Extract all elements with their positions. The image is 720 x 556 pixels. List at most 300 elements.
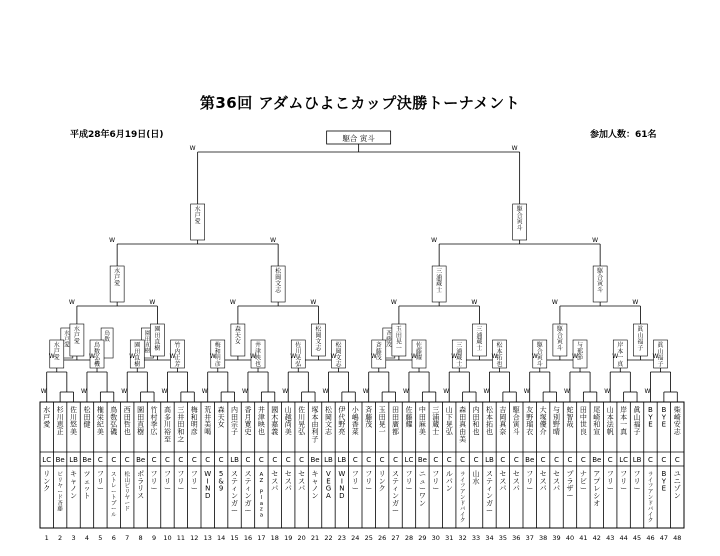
player-club-45-text: フリー: [633, 470, 641, 493]
player-name-43: [607, 405, 615, 436]
r2-name-14-text: 岸本一真: [617, 342, 624, 368]
player-number-32: 32: [458, 534, 467, 542]
player-number-45: 45: [632, 534, 642, 542]
player-name-22-text: 松岡文志: [324, 406, 332, 437]
player-class-36: C: [513, 456, 519, 464]
player-club-22: [326, 470, 331, 500]
player-class-42: Be: [592, 456, 602, 464]
r5-name-0-text: 水戸愛: [194, 206, 201, 226]
win-mark: W: [270, 237, 277, 244]
player-class-16: C: [245, 456, 251, 464]
win-mark: W: [229, 299, 236, 306]
player-club-17-text: A Z P l a z a: [259, 472, 264, 519]
player-name-20-text: 佐川晃弘: [298, 406, 306, 437]
player-number-38: 38: [538, 534, 548, 542]
player-club-4-text: ツェット: [83, 470, 91, 501]
r2-name-2-text: 園田直樹: [134, 342, 141, 368]
player-club-35: [499, 470, 506, 493]
r2-name-10-text: 三浦蔵士: [456, 342, 463, 368]
player-name-1: [43, 405, 50, 429]
player-class-6: C: [111, 456, 117, 464]
player-class-40: C: [567, 456, 573, 464]
player-class-44: LC: [619, 456, 629, 464]
player-club-45: [634, 470, 641, 493]
player-number-2: 2: [58, 534, 63, 542]
player-number-6: 6: [111, 534, 116, 542]
win-mark: W: [169, 353, 176, 360]
player-number-42: 42: [592, 534, 601, 542]
player-class-23: LB: [337, 456, 347, 464]
player-club-21: [312, 470, 319, 500]
r2-name-13-text: 与那節: [577, 342, 584, 362]
win-mark: W: [531, 353, 538, 360]
win-mark: W: [129, 353, 136, 360]
player-name-48: [674, 405, 682, 436]
player-club-20-text: セスパ: [298, 470, 306, 493]
player-class-46: C: [648, 456, 653, 464]
player-name-36-text: 駆合寅斗: [512, 406, 520, 437]
player-class-33: C: [473, 456, 479, 464]
player-club-42-text: アプレシオ: [593, 470, 601, 508]
player-name-26-text: 玉田晃一: [378, 406, 386, 437]
win-mark: W: [511, 145, 518, 152]
player-class-37: Be: [525, 456, 535, 464]
r2-name-1: [94, 341, 101, 368]
r1-winner-name-text: 園田直樹: [144, 331, 151, 355]
player-class-39: C: [554, 456, 559, 464]
player-club-23-text: W I N D: [338, 470, 346, 501]
win-mark: W: [652, 353, 659, 360]
player-class-24: C: [352, 456, 358, 464]
player-class-19: C: [285, 456, 291, 464]
player-number-21: 21: [310, 534, 320, 542]
player-class-22: LB: [324, 456, 333, 464]
player-name-46: [647, 406, 653, 429]
win-mark: W: [282, 388, 289, 395]
player-club-23: [338, 470, 345, 500]
player-name-38-text: 大塚優介: [539, 406, 547, 437]
player-number-18: 18: [270, 534, 279, 542]
win-mark: W: [604, 388, 611, 395]
player-club-12-text: フリー: [190, 470, 198, 493]
r1-winner-name-text: 鳥数: [104, 331, 110, 343]
player-club-20: [298, 470, 305, 493]
r1-winner-name: [386, 329, 392, 349]
player-name-31-text: 山下晃弘: [445, 406, 453, 437]
player-number-34: 34: [485, 534, 494, 542]
r2-name-6-text: 佐川晃弘: [295, 342, 302, 368]
player-class-25: C: [366, 456, 372, 464]
player-number-44: 44: [619, 534, 628, 542]
player-club-30-text: フリー: [432, 470, 440, 493]
win-mark: W: [451, 353, 458, 360]
player-club-33-text: 山水: [472, 470, 480, 486]
player-club-26-text: リンク: [378, 470, 386, 493]
player-class-17: C: [258, 456, 264, 464]
player-club-31-text: ルパン: [445, 470, 453, 493]
r2-name-15: [658, 341, 665, 368]
player-club-3-text: キャノン: [70, 470, 78, 501]
player-club-47-text: B Y E: [661, 470, 667, 493]
player-club-34: [486, 470, 493, 515]
player-class-45: LB: [632, 456, 642, 464]
player-club-14-text: 5 & 9: [218, 470, 224, 493]
player-number-41: 41: [579, 534, 588, 542]
player-name-10-text: 高多川裕至: [163, 406, 171, 444]
player-name-37-text: 友野瑠衣: [526, 406, 534, 437]
player-number-1: 1: [44, 534, 49, 542]
win-mark: W: [89, 353, 95, 360]
player-name-4: [83, 405, 91, 429]
player-name-34: [486, 405, 494, 436]
player-club-15: [231, 470, 238, 515]
player-club-30: [432, 470, 439, 493]
player-club-6: [111, 472, 117, 518]
player-name-21-text: 塚本由利子: [311, 406, 319, 444]
player-club-24-text: フリー: [351, 470, 359, 493]
player-club-18: [271, 470, 278, 493]
r3-name-5-text: 三浦蔵士: [476, 326, 483, 352]
player-name-8: [137, 405, 144, 436]
player-class-30: C: [433, 456, 439, 464]
win-mark: W: [411, 353, 417, 360]
player-club-15-text: スティンガー: [231, 470, 239, 515]
player-club-46: [648, 471, 654, 524]
player-class-29: Be: [417, 456, 427, 464]
player-number-28: 28: [404, 534, 414, 542]
player-number-9: 9: [151, 534, 157, 542]
win-mark: W: [370, 353, 377, 360]
player-club-13-text: W I N D: [204, 470, 212, 501]
player-name-42: [593, 405, 600, 436]
player-name-31: [446, 405, 454, 436]
player-name-28-text: 佐藤耀: [405, 406, 413, 429]
r5-name-1-text: 駆合寅斗: [516, 206, 523, 232]
r4-name-2-text: 三浦蔵士: [436, 268, 443, 294]
player-name-24-text: 小嶋香菜: [351, 406, 359, 437]
player-club-5: [97, 470, 104, 493]
win-mark: W: [48, 353, 55, 360]
player-name-5: [97, 405, 104, 436]
r2-name-8-text: 斉藤茂: [375, 342, 382, 362]
player-number-5: 5: [98, 534, 103, 542]
player-name-9-text: 竹村季広: [150, 406, 158, 437]
event-date: 平成28年6月19日(日): [70, 130, 164, 140]
r3-name-4-text: 玉田晃一: [395, 326, 402, 352]
player-club-4: [83, 470, 90, 500]
win-mark: W: [612, 353, 619, 360]
r3-name-4: [396, 326, 402, 352]
player-name-35: [499, 405, 507, 436]
player-class-15: LB: [230, 456, 239, 464]
r3-name-1-text: 園田直樹: [154, 326, 161, 352]
win-mark: W: [109, 237, 116, 244]
player-class-14: C: [218, 456, 224, 464]
player-class-28: LC: [404, 456, 414, 464]
player-club-43-text: フリー: [606, 470, 614, 493]
player-club-11-text: フリー: [177, 470, 185, 493]
player-number-7: 7: [125, 534, 130, 542]
player-club-47: [661, 470, 667, 493]
win-mark: W: [483, 388, 490, 395]
player-name-42-text: 尾崎和宣: [593, 406, 601, 437]
r3-name-7: [637, 325, 644, 352]
player-name-27-text: 田田廣都: [392, 406, 400, 437]
player-club-16: [244, 470, 251, 515]
player-number-8: 8: [138, 534, 143, 542]
player-name-14: [218, 405, 225, 429]
player-number-25: 25: [364, 534, 373, 542]
r2-name-4-text: 梅和明彦: [214, 342, 221, 368]
player-club-37-text: フリー: [526, 470, 534, 493]
player-class-11: C: [178, 456, 184, 464]
player-number-33: 33: [471, 534, 481, 542]
player-club-2-text: ビリヤード斉藤: [57, 472, 63, 513]
player-number-36: 36: [512, 534, 521, 542]
player-number-24: 24: [351, 534, 360, 542]
player-name-44-text: 岸本一真: [620, 406, 628, 437]
r2-name-3-text: 竹内正芳: [174, 342, 181, 368]
player-name-47-text: B Y E: [661, 406, 667, 429]
player-name-41-text: 田中世良: [579, 406, 587, 437]
player-number-26: 26: [377, 534, 387, 542]
player-club-25-text: フリー: [365, 470, 373, 493]
player-name-43-text: 山本法帆: [606, 406, 614, 437]
r3-name-0-text: 水戸愛: [73, 326, 80, 346]
player-name-38: [540, 405, 547, 436]
player-name-11-text: 三井田和之: [177, 406, 185, 444]
player-club-9-text: フリー: [150, 470, 158, 493]
player-club-7: [124, 470, 130, 513]
player-name-9: [151, 405, 158, 436]
win-mark: W: [443, 388, 450, 395]
player-name-32: [459, 405, 467, 443]
player-name-21: [312, 405, 319, 443]
player-name-17-text: 井津映也: [257, 406, 265, 437]
player-club-36: [513, 470, 520, 493]
player-club-35-text: セスパ: [499, 470, 507, 493]
player-number-47: 47: [659, 534, 669, 542]
r4-name-0-text: 水戸愛: [114, 268, 121, 288]
r1-winner-name: [145, 329, 151, 354]
r3-name-5: [476, 326, 482, 352]
player-number-17: 17: [257, 534, 266, 542]
player-number-40: 40: [565, 534, 575, 542]
player-number-10: 10: [163, 534, 172, 542]
r1-winner-name: [104, 329, 110, 343]
player-club-13: [204, 470, 211, 500]
player-number-12: 12: [190, 534, 199, 542]
player-name-7: [124, 406, 131, 436]
player-name-4-text: 松田健: [83, 406, 91, 429]
player-club-44-text: フリー: [620, 470, 628, 493]
r3-name-3: [315, 325, 322, 352]
player-name-45: [634, 405, 642, 436]
player-name-37: [526, 405, 533, 436]
player-name-20: [298, 405, 306, 436]
r1-winner-name: [64, 329, 70, 349]
player-class-7: C: [124, 456, 130, 464]
player-class-43: C: [607, 456, 613, 464]
win-mark: W: [290, 353, 297, 360]
player-club-29-text: ニューワン: [418, 470, 426, 508]
player-name-36: [512, 405, 521, 436]
player-club-40: [566, 470, 573, 500]
win-mark: W: [121, 388, 128, 395]
player-name-5-text: 権栄紀美: [96, 406, 104, 437]
player-class-8: Be: [136, 456, 146, 464]
r1-winner-name-text: 水戸愛: [64, 331, 70, 349]
r2-name-11-text: 松本拓也: [496, 342, 503, 368]
win-mark: W: [551, 299, 558, 306]
player-name-15-text: 内田宗子: [231, 406, 239, 437]
player-name-1-text: 水戸愛: [43, 406, 51, 429]
player-name-34-text: 松本拓也: [485, 406, 493, 437]
win-mark: W: [322, 388, 329, 395]
r4-name-2: [436, 268, 442, 294]
player-class-9: C: [151, 456, 157, 464]
player-name-39-text: 与別野晴: [553, 406, 561, 437]
player-number-4: 4: [84, 534, 90, 542]
player-name-39: [553, 405, 560, 436]
player-club-5-text: フリー: [96, 470, 104, 493]
player-number-11: 11: [176, 534, 186, 542]
player-class-27: C: [393, 456, 398, 464]
r2-name-0-text: 水戸愛: [53, 342, 60, 362]
player-name-6-text: 鳥数弘磯: [110, 406, 118, 437]
player-club-42: [593, 470, 600, 507]
r3-name-0: [74, 325, 80, 346]
r3-name-2-text: 森天女: [234, 326, 241, 346]
win-mark: W: [80, 388, 87, 395]
player-name-40-text: 蛇智哉: [566, 406, 574, 429]
player-class-20: C: [299, 456, 305, 464]
player-club-31: [446, 470, 453, 493]
player-name-45-text: 眞山福子: [633, 406, 641, 437]
player-name-2-text: 杉川恵正: [56, 406, 64, 437]
player-class-1: LC: [42, 456, 52, 464]
player-club-7-text: 松山ビリヤード: [124, 472, 130, 513]
player-name-6: [110, 405, 118, 436]
player-club-16-text: スティンガー: [244, 470, 252, 515]
player-class-34: LB: [485, 456, 494, 464]
player-club-37: [526, 470, 533, 493]
player-club-43: [607, 470, 614, 493]
player-name-33: [473, 405, 480, 436]
player-name-17: [258, 405, 265, 436]
player-class-38: C: [540, 456, 546, 464]
player-number-19: 19: [284, 534, 293, 542]
player-name-13: [204, 405, 211, 436]
win-mark: W: [362, 388, 369, 395]
player-class-35: C: [500, 456, 506, 464]
player-number-3: 3: [71, 534, 76, 542]
win-mark: W: [330, 353, 337, 360]
player-club-10: [164, 470, 171, 493]
page-title: 第36回 アダムひよこカップ決勝トーナメント: [199, 94, 521, 112]
player-club-22-text: V E G A: [325, 470, 332, 501]
player-number-29: 29: [418, 534, 427, 542]
r1-winner-name-text: 斉藤茂: [386, 331, 392, 349]
player-club-24: [352, 470, 359, 493]
player-club-8: [137, 470, 144, 500]
player-class-26: C: [379, 456, 385, 464]
win-mark: W: [209, 353, 216, 360]
win-mark: W: [471, 299, 478, 306]
player-club-6-text: ストレートプール: [111, 472, 117, 519]
r2-name-1-text: 鳥数弘機: [94, 342, 101, 368]
r4-name-3: [596, 267, 604, 294]
player-number-27: 27: [391, 534, 400, 542]
win-mark: W: [241, 388, 248, 395]
participant-count: 参加人数：61名: [590, 130, 657, 140]
player-club-38-text: セスパ: [539, 470, 547, 493]
player-name-19: [285, 405, 292, 436]
player-number-35: 35: [498, 534, 508, 542]
player-class-18: C: [272, 456, 278, 464]
r2-name-11: [497, 341, 504, 368]
player-club-41: [580, 470, 587, 493]
player-name-25-text: 斉藤茂: [365, 406, 373, 429]
player-class-2: Be: [55, 456, 65, 464]
player-club-25: [365, 470, 372, 493]
win-mark: W: [563, 388, 570, 395]
player-name-10: [164, 405, 171, 443]
player-club-11: [177, 470, 184, 493]
player-club-12: [191, 470, 198, 493]
player-number-22: 22: [324, 534, 333, 542]
r2-name-9-text: 佐藤耀: [416, 342, 423, 362]
player-name-26: [379, 406, 386, 436]
champion-name: 駆合 寅斗: [342, 134, 375, 143]
player-name-30-text: 三浦蔵士: [432, 406, 440, 437]
player-name-23-text: 伊代野亮: [338, 406, 346, 437]
player-club-3: [70, 470, 77, 500]
player-number-20: 20: [297, 534, 306, 542]
player-name-12: [191, 405, 198, 436]
win-mark: W: [572, 353, 578, 360]
player-name-12-text: 梅和明彦: [190, 406, 198, 437]
player-name-27: [392, 406, 400, 436]
player-name-30: [432, 406, 439, 436]
player-number-39: 39: [552, 534, 561, 542]
player-club-28: [405, 470, 412, 493]
r4-name-3-text: 駆合寅斗: [597, 268, 604, 294]
player-club-17: [259, 472, 263, 518]
player-name-44: [620, 405, 628, 436]
player-name-33-text: 内田和也: [472, 406, 480, 437]
player-club-40-text: プラザー: [566, 470, 574, 501]
player-club-48: [674, 470, 681, 500]
player-name-7-text: 西田哲也: [123, 406, 131, 437]
player-name-14-text: 森天女: [217, 406, 225, 429]
player-club-39-text: セスパ: [553, 470, 561, 493]
player-club-21-text: キャノン: [311, 470, 319, 501]
player-name-8-text: 園田直樹: [137, 406, 145, 437]
r2-name-12-text: 駆合寅斗: [536, 342, 543, 368]
player-club-38: [540, 470, 547, 493]
player-name-16: [244, 405, 251, 436]
player-name-29-text: 中田麻美: [418, 406, 426, 437]
r2-name-7-text: 松岡文志: [335, 342, 342, 368]
player-club-27-text: スティンガー: [392, 470, 400, 515]
player-club-2: [57, 471, 63, 513]
player-number-43: 43: [606, 534, 615, 542]
player-number-31: 31: [445, 534, 454, 542]
player-class-31: C: [446, 456, 452, 464]
player-number-13: 13: [203, 534, 212, 542]
r4-name-1: [275, 267, 282, 294]
